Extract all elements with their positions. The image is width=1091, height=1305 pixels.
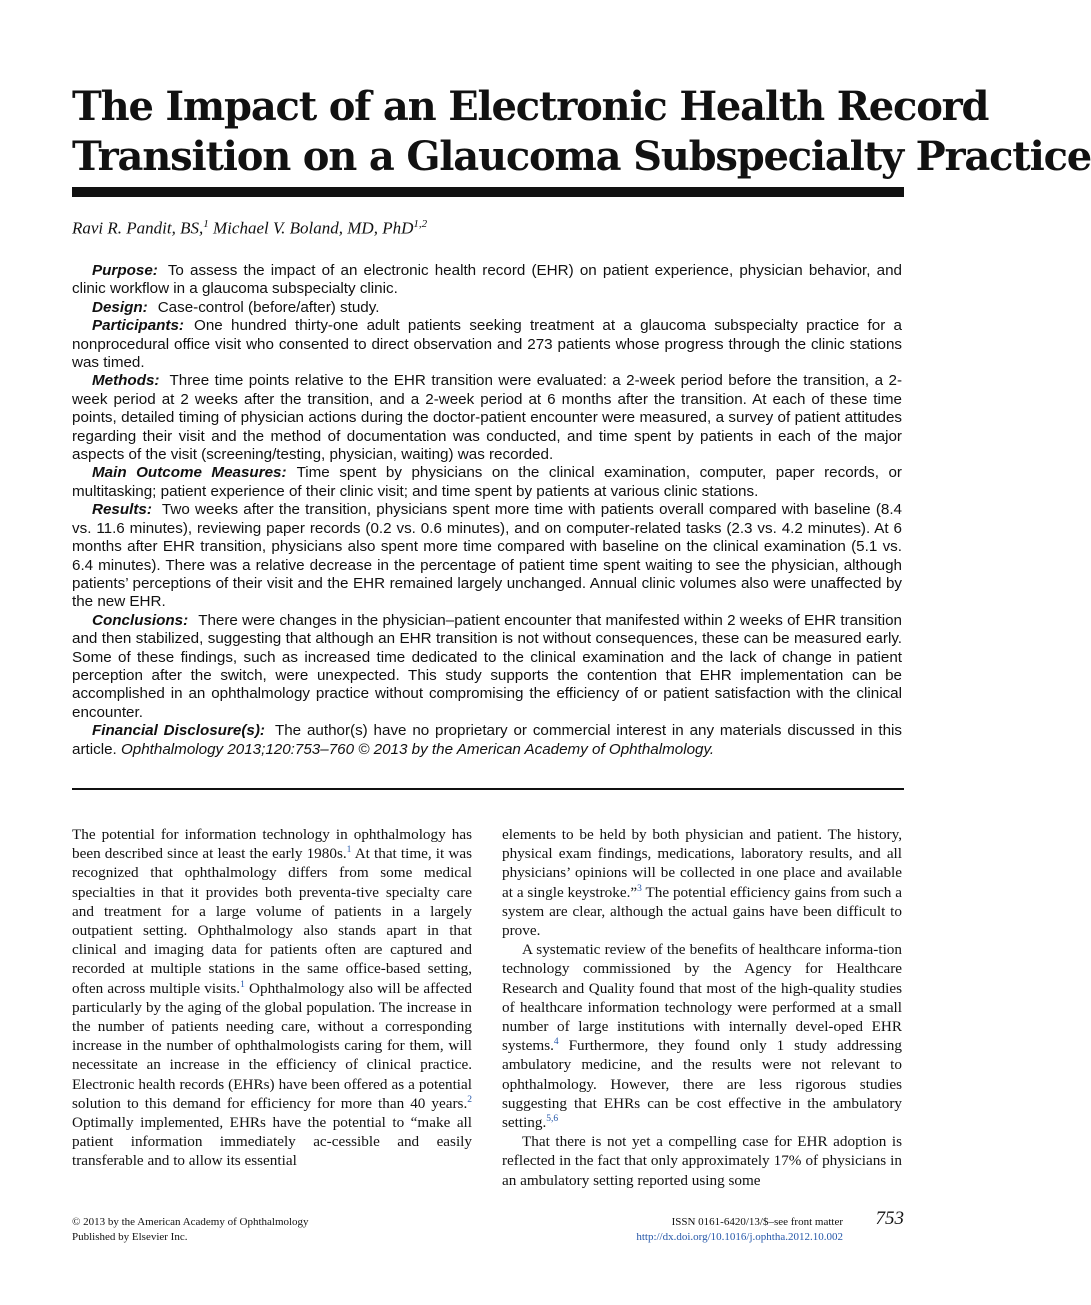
abstract-text: Two weeks after the transition, physicians spent more time with patients overall compared with baseline (8.4 vs. 11.6 minutes), reviewing paper records (0.2 vs. 0.6 minutes), and on computer-related tasks (2.3 vs. 4.2 minutes). At 6 months after EHR transition, physicians also spent more time compared with baseline on the clinical examination (5.1 vs. 6.4 minutes). There was a relative decrease in the percentage of patient time spent waiting to see the physician, although patients’ perceptions of their visit and the EHR remained largely unchanged. Annual clinic volumes also were unaffected by the new EHR. bbox=[72, 501, 902, 611]
body-paragraph bbox=[502, 825, 902, 940]
abstract-financial-disclosure bbox=[72, 722, 902, 759]
abstract-label: Main Outcome Measures: bbox=[92, 464, 287, 482]
body-text: The potential efficiency gains from such a system are clear, although the actual gains have been difficult to prove. bbox=[502, 883, 903, 940]
abstract-text: Time spent by physicians on the clinical examination, computer, paper records, or multitasking; patient experience of their clinic visit; and time spent by patients at various clinic stations. bbox=[72, 464, 902, 500]
abstract-text: To assess the impact of an electronic health record (EHR) on patient experience, physician behavior, and clinic workflow in a glaucoma subspecialty clinic. bbox=[72, 262, 902, 298]
abstract-label: Methods: bbox=[92, 372, 160, 390]
body-text: elements to be held by both physician and patient. The history, physical exam findings, medications, laboratory results, and all physicians’ opinions will be collected in one place and available at a single keystroke.” bbox=[502, 826, 902, 901]
footer-copyright bbox=[72, 1215, 472, 1245]
abstract-label: Purpose: bbox=[92, 262, 158, 279]
abstract-outcome-measures bbox=[72, 464, 902, 501]
abstract-text: Case-control (before/after) study. bbox=[157, 298, 380, 316]
abstract-text: The author(s) have no proprietary or commercial interest in any materials discussed in this article. bbox=[72, 722, 903, 758]
title-line-1: The Impact of an Electronic Health Record bbox=[72, 83, 989, 130]
reference-link[interactable]: 1 bbox=[346, 845, 352, 856]
author-affiliation: 1 bbox=[203, 218, 209, 230]
abstract-label: Design: bbox=[92, 298, 148, 316]
journal-citation: Ophthalmology 2013;120:753–760 © 2013 by the American Academy of Ophthalmology. bbox=[120, 740, 715, 758]
title-rule bbox=[72, 187, 904, 197]
abstract-label: Results: bbox=[92, 501, 152, 519]
footer-issn bbox=[560, 1215, 843, 1245]
copyright-line: © 2013 by the American Academy of Ophthalmology bbox=[72, 1216, 309, 1228]
author-name: Michael V. Boland, MD, PhD bbox=[213, 218, 414, 238]
body-text: At that time, it was recognized that ophthalmology differs from some medical specialties in that it provides both preventa-tive specialty care and treatment for a large volume of patients in a largely outpatient setting. Ophthalmology also stands apart in that clinical and imaging data for patients often are captured and recorded at multiple stations in the same office-based setting, often across multiple visits. bbox=[72, 845, 472, 997]
abstract-text: Three time points relative to the EHR transition were evaluated: a 2-week period before the transition, a 2-week period at 2 weeks after the transition, and a 2-week period at 6 months after the transition. At each of these time points, detailed timing of physician actions during the doctor-patient encounter were measured, a survey of patient attitudes regarding their visit and the method of documentation was conducted, and time spent by patients in each of the major aspects of the visit (screening/testing, physician, waiting) was recorded. bbox=[72, 372, 902, 464]
abstract-label: Participants: bbox=[92, 317, 184, 335]
author-affiliation: 1,2 bbox=[413, 218, 428, 230]
issn-line: ISSN 0161-6420/13/$–see front matter bbox=[671, 1216, 843, 1228]
article-title bbox=[72, 82, 1091, 182]
doi-link[interactable]: http://dx.doi.org/10.1016/j.ophtha.2012.10.002 bbox=[636, 1231, 843, 1243]
abstract-text: There were changes in the physician–patient encounter that manifested within 2 weeks of EHR transition and then stabilized, suggesting that although an EHR transition is not without consequences, these can be measured early. Some of these findings, such as increased time dedicated to the clinical examination and the lack of change in patient perception after the switch, were unexpected. This study supports the contention that EHR implementation can be accomplished in an ophthalmology practice without compromising the efficiency of or patient satisfaction with the clinical encounter. bbox=[72, 611, 902, 721]
abstract-label: Financial Disclosure(s): bbox=[92, 722, 265, 740]
abstract-text: One hundred thirty-one adult patients seeking treatment at a glaucoma subspecialty practice for a nonprocedural office visit who consented to direct observation and 273 patients whose progress through the clinic stations was timed. bbox=[72, 317, 902, 372]
reference-link[interactable]: 4 bbox=[553, 1037, 559, 1048]
body-text: A systematic review of the benefits of healthcare informa-tion technology commissioned by the Agency for Healthcare Research and Quality found that most of the high-quality studies of healthcare information technology were performed at a small number of large institutions with internally devel-oped EHR systems. bbox=[502, 941, 902, 1055]
body-column-right bbox=[502, 825, 902, 1190]
body-text: Optimally implemented, EHRs have the potential to “make all patient information immediately ac-cessible and easily transferable and to allow its essential bbox=[72, 1114, 472, 1170]
body-text: The potential for information technology in ophthalmology has been described since at least the early 1980s. bbox=[72, 826, 472, 863]
body-paragraph bbox=[72, 825, 472, 1171]
reference-link[interactable]: 2 bbox=[467, 1094, 472, 1105]
page-number: 753 bbox=[875, 1208, 904, 1229]
abstract-methods bbox=[72, 372, 902, 464]
abstract-results bbox=[72, 501, 902, 611]
body-text: Ophthalmology also will be affected particularly by the aging of the global population. The increase in the number of patients needing care, without a corresponding increase in the number of ophthalmologists caring for them, will necessitate an increase in the efficiency of clinical practice. Electronic health records (EHRs) have been offered as a potential solution to this demand for efficiency for more than 40 years. bbox=[72, 979, 472, 1112]
abstract-design bbox=[72, 299, 902, 317]
abstract-label: Conclusions: bbox=[92, 611, 189, 629]
reference-link[interactable]: 5,6 bbox=[546, 1113, 559, 1124]
abstract-purpose bbox=[72, 262, 902, 299]
body-text: That there is not yet a compelling case for EHR adoption is reflected in the fact that only approximately 17% of physicians in an ambulatory setting reported using some bbox=[502, 1133, 902, 1189]
body-paragraph bbox=[502, 1132, 902, 1190]
body-paragraph bbox=[502, 940, 902, 1132]
title-line-2: Transition on a Glaucoma Subspecialty Practice bbox=[72, 133, 1091, 180]
author-list bbox=[72, 218, 892, 239]
abstract bbox=[72, 262, 902, 759]
publisher-line: Published by Elsevier Inc. bbox=[72, 1231, 188, 1243]
author-name: Ravi R. Pandit, BS, bbox=[72, 218, 204, 238]
abstract-participants bbox=[72, 317, 902, 372]
reference-link[interactable]: 1 bbox=[240, 979, 245, 990]
abstract-conclusions bbox=[72, 612, 902, 722]
body-text: Furthermore, they found only 1 study addressing ambulatory medicine, and the results were not relevant to ophthalmology. However, there are less rigorous studies suggesting that EHRs can be cost effective in the ambulatory setting. bbox=[502, 1037, 902, 1132]
reference-link[interactable]: 3 bbox=[637, 883, 642, 894]
abstract-rule bbox=[72, 788, 904, 790]
body-column-left bbox=[72, 825, 472, 1171]
